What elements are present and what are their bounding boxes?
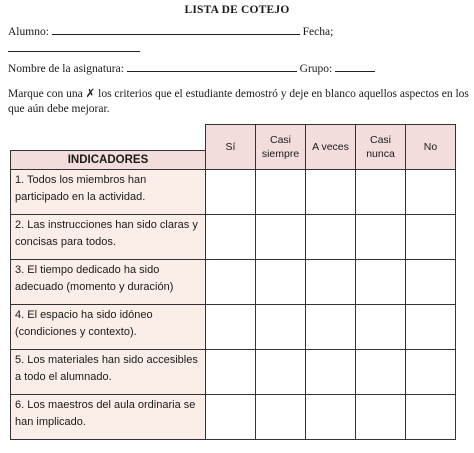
cell-3-casi-siempre[interactable]: [256, 260, 306, 305]
table-row: [11, 170, 456, 215]
cell-2-a-veces[interactable]: [306, 215, 356, 260]
checklist-table: [10, 124, 456, 440]
cell-2-no[interactable]: [406, 215, 456, 260]
instructions-before: Marque con una: [8, 88, 83, 100]
fecha-field[interactable]: [8, 50, 140, 52]
indicator-5: 5. Los materiales han sido accesibles a todo el alumnado.: [11, 350, 206, 395]
cell-3-si[interactable]: [206, 260, 256, 305]
indicators-header: INDICADORES: [11, 151, 206, 170]
cell-6-a-veces[interactable]: [306, 395, 356, 440]
indicator-1: 1. Todos los miembros han participado en la actividad.: [11, 170, 206, 215]
col-header-a-veces: A veces: [306, 125, 356, 170]
cell-1-no[interactable]: [406, 170, 456, 215]
table-corner: [11, 125, 206, 151]
alumno-line: [8, 26, 333, 38]
cell-1-casi-nunca[interactable]: [356, 170, 406, 215]
column-header-row: [11, 125, 456, 151]
col-header-casi-nunca: Casi nunca: [356, 125, 406, 170]
asignatura-line: [8, 63, 375, 75]
cell-1-a-veces[interactable]: [306, 170, 356, 215]
table-row: [11, 305, 456, 350]
instructions-after: los criterios que el estudiante demostró y deje en blanco aquellos aspectos en los que aún debe mejorar.: [8, 88, 469, 115]
cell-4-no[interactable]: [406, 305, 456, 350]
table-row: [11, 260, 456, 305]
col-header-no: No: [406, 125, 456, 170]
cell-5-casi-siempre[interactable]: [256, 350, 306, 395]
cell-3-no[interactable]: [406, 260, 456, 305]
grupo-label: Grupo:: [299, 63, 333, 75]
grupo-field[interactable]: [335, 70, 375, 72]
cell-6-no[interactable]: [406, 395, 456, 440]
cell-4-casi-nunca[interactable]: [356, 305, 406, 350]
indicator-4: 4. El espacio ha sido idóneo (condiciones y contexto).: [11, 305, 206, 350]
alumno-field[interactable]: [52, 33, 300, 35]
fecha-label: Fecha;: [302, 26, 334, 38]
indicator-6: 6. Los maestros del aula ordinaria se han implicado.: [11, 395, 206, 440]
cell-4-si[interactable]: [206, 305, 256, 350]
asignatura-label: Nombre de la asignatura:: [8, 63, 124, 75]
cell-2-casi-nunca[interactable]: [356, 215, 406, 260]
instructions: [8, 86, 470, 117]
fecha-field-line: [8, 43, 140, 55]
cell-5-si[interactable]: [206, 350, 256, 395]
cell-5-a-veces[interactable]: [306, 350, 356, 395]
cell-5-casi-nunca[interactable]: [356, 350, 406, 395]
cell-6-casi-nunca[interactable]: [356, 395, 406, 440]
cell-3-casi-nunca[interactable]: [356, 260, 406, 305]
cell-2-si[interactable]: [206, 215, 256, 260]
table-row: [11, 395, 456, 440]
cell-4-a-veces[interactable]: [306, 305, 356, 350]
table-row: [11, 350, 456, 395]
cell-5-no[interactable]: [406, 350, 456, 395]
cell-3-a-veces[interactable]: [306, 260, 356, 305]
col-header-casi-siempre: Casi siempre: [256, 125, 306, 170]
cell-2-casi-siempre[interactable]: [256, 215, 306, 260]
alumno-label: Alumno:: [8, 26, 49, 38]
cell-6-casi-siempre[interactable]: [256, 395, 306, 440]
table-row: [11, 215, 456, 260]
cell-4-casi-siempre[interactable]: [256, 305, 306, 350]
asignatura-field[interactable]: [127, 70, 297, 72]
cell-6-si[interactable]: [206, 395, 256, 440]
page-title: LISTA DE COTEJO: [184, 4, 290, 16]
indicator-3: 3. El tiempo dedicado ha sido adecuado (momento y duración): [11, 260, 206, 305]
cell-1-si[interactable]: [206, 170, 256, 215]
cell-1-casi-siempre[interactable]: [256, 170, 306, 215]
indicator-2: 2. Las instrucciones han sido claras y concisas para todos.: [11, 215, 206, 260]
col-header-si: Sí: [206, 125, 256, 170]
x-mark-icon: ✗: [85, 86, 96, 100]
